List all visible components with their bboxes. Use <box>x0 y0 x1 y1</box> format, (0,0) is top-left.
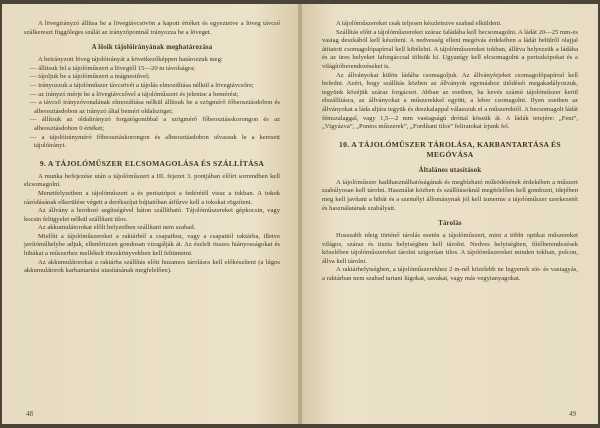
paragraph: Az akkumulátorokat a raktárba szállítás előtt huzamos tárolásra kell előkészíteni (a lúgos akkumulátorok karbantartási utasításának megfelelően). <box>24 258 280 275</box>
left-page <box>2 4 298 424</box>
page-number: 49 <box>569 410 576 418</box>
paragraph: A tájolóműszer hadihasználhatóságának és megbízható működésének érdekében a műszert szabályosan kell tárolni. Használat közben és szállításoknál megfelelően kell gondozni, idejében meg kell javítani a hibát és a személyi állománynak jól kell ismernie a tájolóműszer szerkezetét és használatának szabályait. <box>322 178 578 212</box>
paragraph: Az állvány a hordozó segítségével háton szállítható. Tájolóműszereket gépkocsin, vagy kocsin felügyelet nélkül szállítani tilos. <box>24 207 280 223</box>
list-item: — a tájolóirányméró főbeosztáskorongon és albeosztásdobon olvassuk le a keresett tájolóirányt. <box>30 133 280 150</box>
list-item: — állítsuk az oldalirányzó forgatógombbal a szögmérő főbeosztásskorongon és az albeosztásdobon 0 értéket; <box>30 116 280 132</box>
paragraph: A munka befejezése után a tájolóműszert a III. fejezet 3. pontjában előírt sorrendben kell elcsomagolni. <box>24 172 280 189</box>
chapter-heading: 10. A TÁJOLÓMŰSZER TÁROLÁSA, KARBANTARTÁSA ÉS MEGÓVÁSA <box>339 139 561 159</box>
paragraph: Menetfelyzetben a tájolóműszert a és perisztópot a fedérétől vissz a tokban. A tokok rázódásának elkerülése végett a derékszíjat bújtatóban átfűzve kell a tokokat rögzíteni. <box>24 189 280 206</box>
section-heading: A lösik tájolóirányának meghatározása <box>91 44 213 52</box>
chapter-heading: 9. A TÁJOLÓMŰSZER ELCSOMAGOLÁSA ÉS SZÁLLÍTÁSA <box>39 158 265 168</box>
paragraph: Hosszabb ideig történő tárolás esetén a tájolóműszert, mint a többi optikai műszereket világos, száraz és tiszta helyiségben kell tárolni. Nedves helyiségben, fűtőberendezések közelében tájolóműszereket tárolni szigorúan tilos. A tájolóműszereket minden tokban, polcon, állva kell tárolni. <box>322 232 578 265</box>
paragraph: A raktárhelyiségben, a tájolóműszerekhez 2 m-nél közelebb ne legyenek sót- és vastagyás, a raktárban nem szabad tartani lúgokat, savakat, vagy más vegyianyagokat. <box>322 266 578 283</box>
list-item: — állítsuk fel a tájolóműszert a lövegtől 15—20 m távolságra; <box>30 64 195 72</box>
paragraph: Szállítás előtt a tájolóműszereket száraz faládába kell becsomagolni. A ládát 20—25 mm-es vastag deszkából kell készíteni. A nedvesség elleni megóvás érdekében a ládát belülről olajjal átitatott csomagolópapírral kell kibélelni. A tájolóműszereket tokban, állítva helyezzük a ládába és az üres helyeket faforgáccsal töltsük ki. Ugyanígy kell elcsomagolni a periszkópokat és a világítóberendezéseket is. <box>322 28 578 70</box>
paragraph: A tájolóműszereket csak teljesen készletezve szabad elküldeni. <box>336 20 502 27</box>
section-heading: Általános utasítások <box>418 166 482 174</box>
list-item: — a távcső irányzóvonalának elmozdítása nélkül állítsuk be a szögmérő főbeosztásdobon és albeosztásdobon az irányzó által bemért oldalszöget; <box>30 99 280 115</box>
page-number: 48 <box>26 410 33 418</box>
list-item: — irányozzuk a tájolóműszer távcsövét a tájolás elmozdítása nélkül a lövegtávcsőre; <box>30 81 254 89</box>
paragraph: A lövegirányzó állítsa be a lövegtávcsövön a kapott értéket és egyeztetve a löveg távcső szálkereszt függőleges szálát az irányzópontnál irányozza be a löveget. <box>24 20 280 36</box>
list-item: — tájoljuk be a tájolóműszert a mágnestűvel; <box>30 73 150 81</box>
list-item: — az irányzó mérje be a lövegtávcsővel a tájolóműszert és jelentse a bemérést; <box>30 90 239 98</box>
paragraph: Mielőtt a tájolóműszereket a raktárból a csapathoz, vagy a csapattól raktárba, illetve javítóműhelybe adjuk, ellenőrizzen gondosan vizsgálják át. Az észlelt összes hiányosságokat és hibákat a műszerhez mellékelt törzskönyvekben kell feltüntetni. <box>24 232 280 258</box>
right-page <box>302 4 598 424</box>
paragraph: A beirányzott löveg tájolóirányát a következőképpen határozzuk meg: <box>38 56 223 64</box>
section-heading: Tárolás <box>438 220 462 228</box>
paragraph: Az akkumulátorokat előlt helyzetben szállítani nem szabad. <box>38 224 196 232</box>
paragraph: Az állványokat külön ládába csomagoljuk. Az állványfejeket csomagolópapírral kell befedni. Azért, hogy szállítás közben az állványok egymáshoz ütődését megakadályozzuk, tegyünk közéjük száraz forgácsot. Abban az esetben, ha kevés számú tájolóműszer kerül elszállításra, az állványokat a műszerekkel együtt, a leber csomagolni. Ilyen esetben az állványokat a láda aljára tegyük és deszkalappal válasszuk el a műszerektől. A becsomagolt ládát fémszalaggal, vagy 1,5—2 mm vastagságú dróttal kössük át. A ládák tetejére: „Fent”, „Vigyázva”, „Pontos műszerek”, „Fordítani tilos” feliratokat írjunk fel. <box>322 71 578 131</box>
